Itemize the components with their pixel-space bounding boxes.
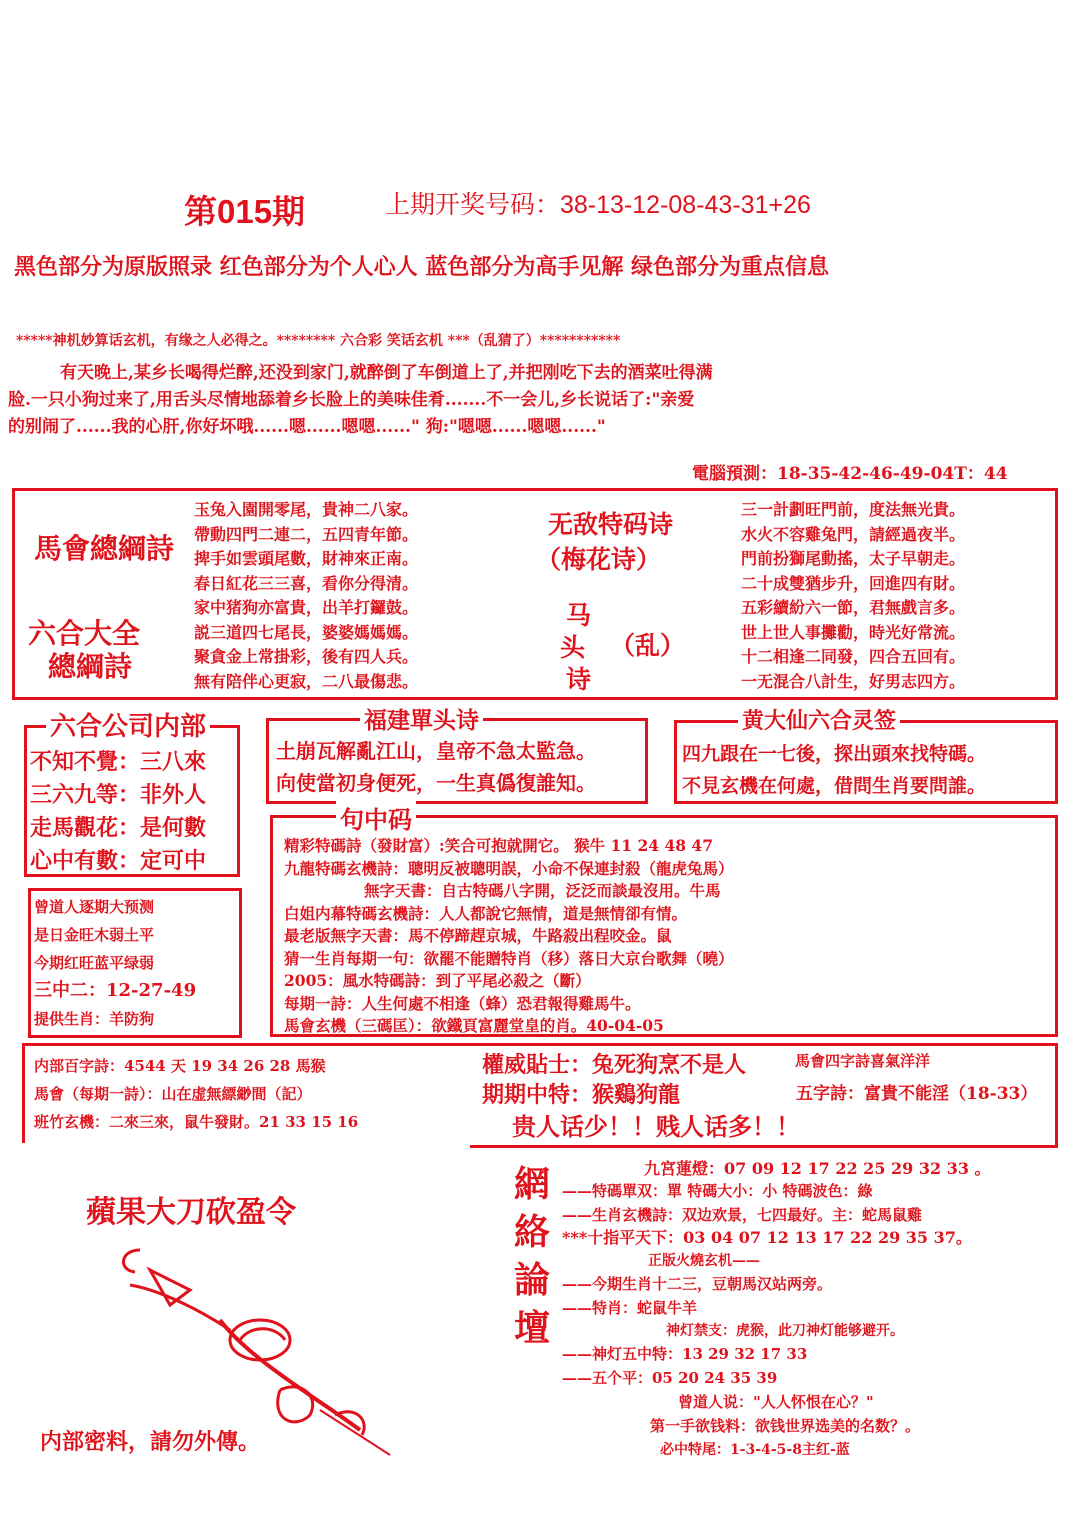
forum-char: 網 xyxy=(513,1163,550,1205)
four-char-poem: 馬會四字詩喜氣洋洋 xyxy=(795,1052,931,1070)
juzhong-line: 無字天書：自古特碼八字開，泛泛而談最沒用。牛馬 xyxy=(364,881,721,900)
company-lines xyxy=(30,746,206,878)
forum-char: 論 xyxy=(513,1259,550,1301)
bottom-left-line: 馬會（每期一詩）：山在虚無縹緲間（記） xyxy=(34,1085,312,1103)
prediction-line: 是日金旺木弱土平 xyxy=(34,926,155,944)
bottom-right-vline xyxy=(1055,1043,1058,1148)
mid-title-2: （梅花诗） xyxy=(536,545,662,574)
forum-line-2: ——特碼單双：單 特碼大小：小 特碼波色：綠 xyxy=(562,1182,873,1200)
story-line-2: 脸.一只小狗过来了,用舌头尽情地舔着乡长脸上的美味佳肴.......不一会儿,乡长说话了:"亲爱 xyxy=(8,390,695,410)
computer-prediction: 電腦預測：18-35-42-46-49-04T：44 xyxy=(692,464,1008,484)
poem-line: 家中猪狗亦富貴，出羊打鑼鼓。 xyxy=(194,598,419,617)
huang-title: 黄大仙六合灵签 xyxy=(738,704,900,735)
authority-tip: 權威貼士：兔死狗烹不是人 xyxy=(482,1052,747,1078)
forum-char: 絡 xyxy=(513,1211,550,1253)
forum-line-9: ——神灯五中特：13 29 32 17 33 xyxy=(562,1345,808,1363)
juzhong-title: 句中码 xyxy=(336,800,416,835)
special-pick: 期期中特：猴鷄狗龍 xyxy=(482,1082,681,1108)
juzhong-line: 馬會玄機（三碼匡）：欲鐵頁富麗堂皇的肖。40-04-05 xyxy=(284,1016,664,1035)
juzhong-line: 精彩特碼詩（發財富）:笑合可抱就開它。 猴牛 11 24 48 47 xyxy=(284,836,713,855)
forum-line-10: ——五个平：05 20 24 35 39 xyxy=(562,1369,778,1387)
fujian-title: 福建單头诗 xyxy=(360,702,483,735)
bottom-left-line: 班竹玄機：二來三來，鼠牛發財。21 33 15 16 xyxy=(34,1113,359,1131)
bottom-left-line: 内部百字詩：4544 天 19 34 26 28 馬猴 xyxy=(34,1057,326,1075)
last-draw-numbers: 上期开奖号码：38-13-12-08-43-31+26 xyxy=(385,191,811,219)
forum-line-13: 必中特尾：1-3-4-5-8主红-蓝 xyxy=(660,1442,850,1458)
color-legend: 黑色部分为原版照录 红色部分为个人心人 蓝色部分为高手见解 绿色部分为重点信息 xyxy=(14,255,829,280)
poem-line: 二十成雙猶步升，回進四有財。 xyxy=(741,573,966,593)
poem-line: 門前扮獅尾動搖，太子早朝走。 xyxy=(741,549,966,568)
apple-title: 蘋果大刀砍盈令 xyxy=(86,1195,296,1230)
forum-line-12: 第一手欲钱料：欲钱世界选美的名数？。 xyxy=(650,1417,921,1435)
forum-line-3: ——生肖玄機詩：双边欢景，七四最好。主：蛇馬鼠雞 xyxy=(562,1206,923,1224)
poem-line: 捭手如雲頭尾數，財神來正南。 xyxy=(194,549,419,568)
fujian-lines xyxy=(276,735,596,799)
poem-label-1: 馬會總綱詩 xyxy=(34,532,175,565)
juzhong-line: 白姐内幕特碼玄機詩：人人都說它無情，道是無情卻有情。 xyxy=(284,903,688,923)
mid-char-3: 诗 xyxy=(566,665,592,694)
company-line: 三六九等：非外人 xyxy=(30,782,207,808)
juzhong-line: 猜一生肖每期一句：欲罷不能贈特肖（移）落日大京台歌舞（曉） xyxy=(284,948,734,968)
poem-label-2b: 總綱詩 xyxy=(48,650,133,683)
poem-line: 帶動四門二連二，五四青年節。 xyxy=(194,524,419,544)
poem-line: 説三道四七尾長，婆婆媽媽媽。 xyxy=(194,622,419,642)
forum-line-11: 曾道人说："人人怀恨在心？" xyxy=(678,1393,874,1411)
poem-line: 聚貪金上常掛彩，後有四人兵。 xyxy=(194,647,419,666)
poem-line: 水火不容雞兔門，請經過夜半。 xyxy=(741,524,966,544)
poem-line: 一无混合八計生，好男志四方。 xyxy=(741,671,966,691)
forum-line-7: ——特肖：蛇鼠牛羊 xyxy=(562,1299,698,1317)
bottom-left-vline xyxy=(22,1043,25,1143)
apple-footer: 内部密料，請勿外傳。 xyxy=(40,1429,261,1455)
poem-line: 無有陪伴心更寂，二八最傷悲。 xyxy=(194,671,419,691)
company-line: 走馬觀花：是何數 xyxy=(30,815,207,841)
poem-column-right xyxy=(741,498,965,694)
prediction-line: 今期红旺蓝平绿弱 xyxy=(34,954,155,972)
story-line-1: 有天晚上,某乡长喝得烂醉,还没到家门,就醉倒了车倒道上了,并把刚吃下去的酒菜吐得满 xyxy=(60,363,713,383)
company-line: 心中有數：定可中 xyxy=(30,848,207,874)
five-char-poem: 五字詩：富貴不能淫（18-33） xyxy=(796,1084,1038,1104)
poem-line: 玉兔入園開零尾，貴神二八家。 xyxy=(194,500,419,519)
juzhong-line: 2005：風水特碼詩：到了平尾必殺之（斷） xyxy=(284,971,591,990)
poem-column-left xyxy=(194,498,418,694)
slogan: 贵人话少！！贱人话多！！ xyxy=(512,1112,800,1141)
juzhong-line: 每期一詩：人生何處不相逢（蜂）恐君報得雞馬牛。 xyxy=(284,993,641,1013)
forum-char: 壇 xyxy=(513,1307,550,1349)
forum-line-5: 正版火燒玄机—— xyxy=(648,1253,760,1269)
bottom-left-lines xyxy=(34,1052,358,1136)
story-line-3: 的别闹了......我的心肝,你好坏哦......嗯......嗯嗯......" 狗:"嗯嗯......嗯嗯......" xyxy=(8,417,606,437)
fujian-line: 土崩瓦解亂江山，皇帝不急太監急。 xyxy=(276,739,596,763)
poem-line: 三一計劃旺門前，度法無光貴。 xyxy=(741,500,966,519)
huang-lines xyxy=(682,738,986,802)
forum-line-4: ***十指平天下：03 04 07 12 13 17 22 29 35 37。 xyxy=(562,1228,972,1247)
prediction-lines xyxy=(34,893,196,1033)
mid-title-1: 无敌特码诗 xyxy=(548,510,674,539)
issue-number: 第015期 xyxy=(184,193,306,230)
bottom-divider xyxy=(22,1043,1058,1046)
mid-char-1: 马 xyxy=(566,601,592,630)
forum-line-8: 神灯禁支：虎猴，此刀神灯能够避开。 xyxy=(666,1323,904,1339)
company-title: 六合公司内部 xyxy=(46,706,210,743)
poem-label-2a: 六合大全 xyxy=(28,617,141,650)
prediction-line: 三中二：12-27-49 xyxy=(34,980,197,1001)
poem-line: 五彩續紛六一節，君無戲言多。 xyxy=(741,598,966,617)
poem-line: 十二相逢二同發，四合五回有。 xyxy=(741,647,966,666)
forum-line-1: 九宮蓮燈：07 09 12 17 22 25 29 32 33 。 xyxy=(644,1159,991,1178)
juzhong-line: 最老版無字天書：馬不停蹄趕京城，牛路殺出程咬金。鼠 xyxy=(284,926,672,945)
bottom-mid-hline xyxy=(470,1145,1058,1148)
huang-line: 不見玄機在何處，借問生肖要問誰。 xyxy=(682,775,987,797)
poem-line: 春日紅花三三喜，看你分得清。 xyxy=(194,573,419,593)
fujian-line: 向使當初身便死，一生真僞復誰知。 xyxy=(276,771,596,795)
prediction-line: 曾道人逐期大预测 xyxy=(34,898,155,916)
forum-vertical-title xyxy=(512,1160,552,1352)
company-line: 不知不覺：三八來 xyxy=(30,749,207,775)
prediction-line: 提供生肖：羊防狗 xyxy=(34,1010,155,1028)
story-title: *****神机妙算话玄机，有缘之人必得之。******** 六合彩 笑话玄机 ***（乱猜了）*********** xyxy=(16,333,621,349)
poem-line: 世上世人事攤勸，時光好常流。 xyxy=(741,622,966,642)
huang-line: 四九跟在一七後，探出頭來找特碼。 xyxy=(682,743,987,765)
mid-char-4: （乱） xyxy=(610,631,686,660)
forum-line-6: ——今期生肖十二三，豆朝馬汉站两旁。 xyxy=(562,1275,833,1293)
juzhong-lines xyxy=(284,835,734,1038)
mid-char-2: 头 xyxy=(560,633,586,662)
juzhong-line: 九龍特碼玄機詩：聰明反被聰明誤，小命不保連封殺（龍虎兔馬） xyxy=(284,858,734,878)
